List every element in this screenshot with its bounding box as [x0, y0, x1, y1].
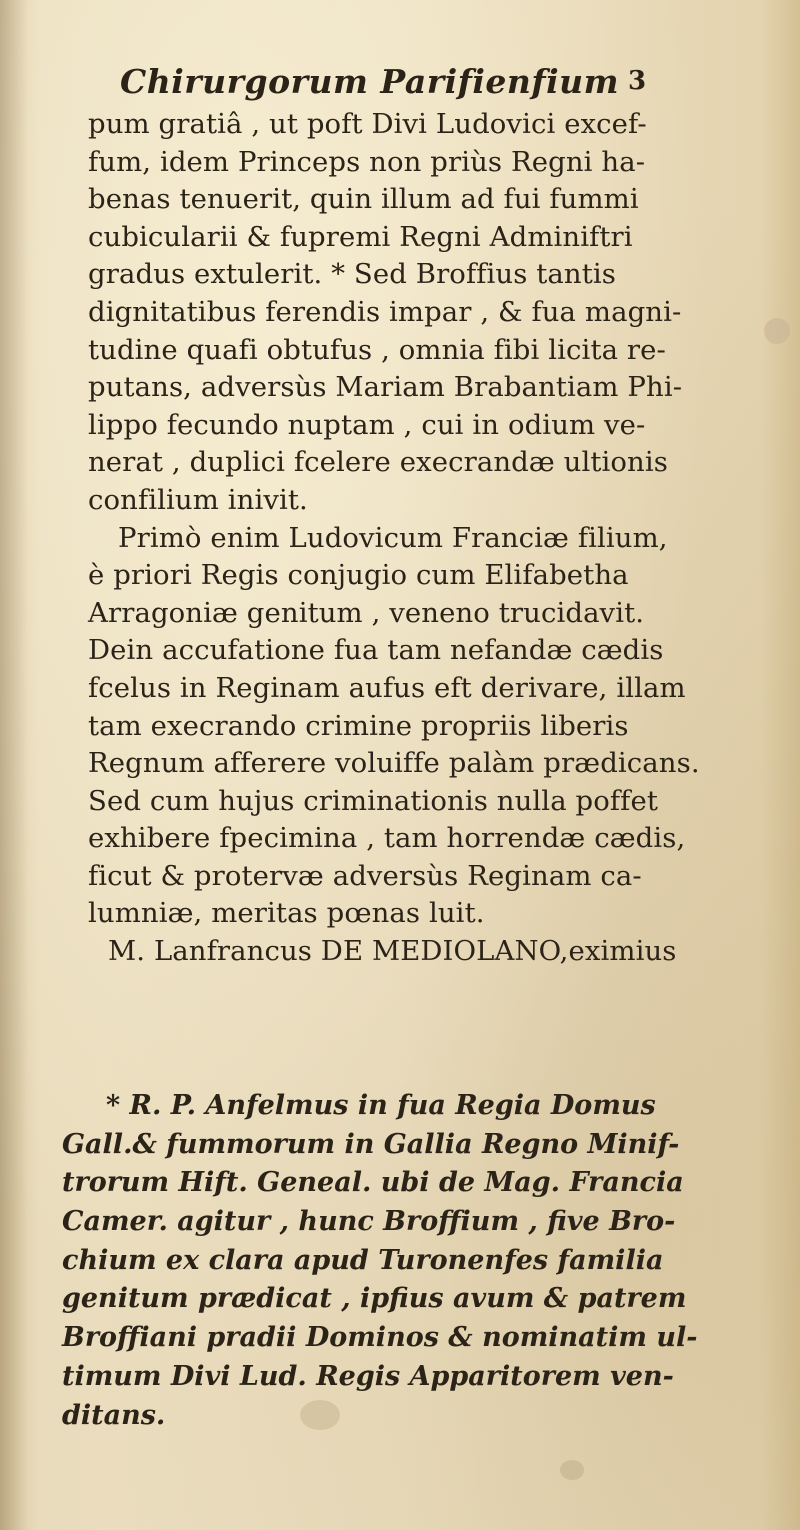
text-line: benas tenuerit, quin illum ad fui fummi [88, 183, 639, 216]
text-line: Dein accufatione fua tam nefandæ cædis [88, 634, 664, 667]
note-line: Broffiani pradii Dominos & nominatim ul- [62, 1322, 698, 1354]
running-head: Chirurgorum Parifienfium [120, 62, 620, 101]
paper-stain [560, 1460, 584, 1480]
text-line: ficut & protervæ adversùs Reginam ca- [88, 859, 642, 892]
text-line: tudine quafi obtufus , omnia fibi licita re- [88, 333, 666, 366]
note-line: genitum prædicat , ipfius avum & patrem [62, 1283, 687, 1315]
main-text [62, 106, 728, 971]
text-line: cubicularii & fupremi Regni Adminiftri [88, 220, 633, 253]
text-line: exhibere fpecimina , tam horrendæ cædis, [88, 822, 686, 855]
text-line: tam execrando crimine propriis liberis [88, 709, 629, 742]
page-number: 3 [628, 66, 647, 96]
text-line: fcelus in Reginam aufus eft derivare, illam [88, 671, 686, 704]
text-line: lumniæ, meritas pœnas luit. [88, 897, 485, 930]
gutter-shadow [0, 0, 28, 1530]
text-line: fum, idem Princeps non priùs Regni ha- [88, 145, 646, 178]
text-line: gradus extulerit. * Sed Broffius tantis [88, 258, 616, 291]
text-line: Primò enim Ludovicum Franciæ filium, [118, 521, 668, 554]
text-line: confilium inivit. [88, 483, 308, 516]
text-line: Sed cum hujus criminationis nulla poffet [88, 784, 658, 817]
text-line: Arragoniæ genitum , veneno trucidavit. [88, 596, 645, 629]
note-line: chium ex clara apud Turonenfes familia [62, 1244, 664, 1276]
text-line: nerat , duplici fcelere execrandæ ultionis [88, 446, 668, 479]
margin-blot [764, 318, 790, 344]
note-line: trorum Hift. Geneal. ubi de Mag. Francia [62, 1167, 684, 1199]
text-line: Regnum afferere voluiffe palàm prædicans. [88, 747, 700, 780]
text-line: dignitatibus ferendis impar , & fua magni- [88, 295, 682, 328]
footnote [62, 1087, 742, 1435]
text-line: lippo fecundo nuptam , cui in odium ve- [88, 408, 646, 441]
note-line: * R. P. Anfelmus in fua Regia Domus [106, 1090, 656, 1121]
note-line: timum Divi Lud. Regis Apparitorem ven- [62, 1360, 674, 1392]
note-line: Camer. agitur , hunc Broffium , five Bro- [62, 1206, 676, 1238]
page-header [120, 62, 647, 112]
text-line: putans, adversùs Mariam Brabantiam Phi- [88, 371, 683, 404]
text-line: è priori Regis conjugio cum Elifabetha [88, 559, 629, 592]
note-line: ditans. [62, 1399, 166, 1431]
note-line: Gall.& fummorum in Gallia Regno Minif- [62, 1128, 680, 1160]
text-line: M. Lanfrancus DE MEDIOLANO,eximius [108, 935, 677, 968]
text-line: pum gratiâ , ut poft Divi Ludovici excef- [88, 108, 647, 140]
